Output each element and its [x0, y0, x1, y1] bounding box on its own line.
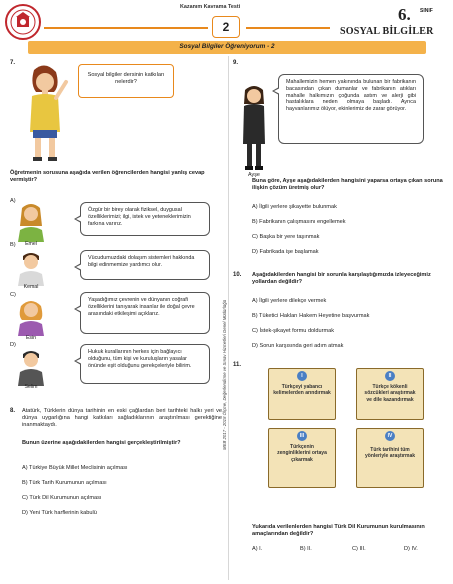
- q11-roman-1: I: [297, 371, 307, 381]
- teacher-figure: [20, 62, 70, 162]
- q7-option-c-letter[interactable]: C): [10, 292, 16, 298]
- q7-name-c: Esin: [25, 335, 37, 341]
- q9-speaker: Ayşe: [248, 172, 260, 178]
- q8-option-b[interactable]: B) Türk Tarih Kurumunun açılması: [22, 480, 107, 486]
- q11-scroll-1: [268, 368, 336, 420]
- q7-name-b: Kemal: [23, 284, 39, 290]
- q10-stem: Aşağıdakilerden hangisi bir sorunla karşılaştığımızda izleyeceğimiz yollardan değildir?: [252, 272, 431, 285]
- q11-scroll-1-text: Türkçeyi yabancı kelimelerden arındırmak: [273, 384, 331, 397]
- q7-option-c-bubble[interactable]: Yaşadığımız çevrenin ve dünyanın coğrafi özelliklerini tanıyarak insanlar ile doğal çevre arasındaki etkileşimi açıklarız.: [80, 292, 210, 334]
- q11-scroll-2: [356, 368, 424, 420]
- q7-teacher-bubble: Sosyal bilgiler dersinin katkıları nelerdir?: [78, 64, 174, 98]
- q8-intro: Atatürk, Türklerin dünya tarihinin en eski çağlardan beri tarihteki halkı yeri ve dünya uygarlığına hangi katkıları sağladıklarının araştırılması gerektiğine inanmaktaydı.: [22, 408, 222, 428]
- q8-stem: Bunun üzerine aşağıdakilerden hangisi gerçekleştirilmiştir?: [22, 440, 181, 446]
- subject-title: SOSYAL BİLGİLER: [340, 26, 434, 37]
- grade-number: 6.: [398, 5, 411, 24]
- esin-avatar: [16, 296, 46, 336]
- q10-option-b[interactable]: B) Tüketici Hakları Hakem Heyetine başvurmak: [252, 313, 370, 319]
- q8-option-c[interactable]: C) Türk Dil Kurumunun açılması: [22, 495, 102, 501]
- q8-option-a[interactable]: A) Türkiye Büyük Millet Meclisinin açılması: [22, 465, 128, 471]
- q11-roman-3: III: [297, 431, 307, 441]
- test-number: 2: [222, 20, 230, 34]
- q11-option-c[interactable]: C) III.: [352, 546, 366, 552]
- q7-option-b-bubble[interactable]: Vücudumuzdaki dolaşım sistemleri hakkında bilgi edinmemize yardımcı olur.: [80, 250, 210, 280]
- q9-option-d[interactable]: D) Fabrikada işe başlamak: [252, 249, 319, 255]
- q7-stem: Öğretmenin sorusuna aşağıda verilen öğrencilerden hangisi yanlış cevap vermiştir?: [10, 170, 205, 183]
- q11-scroll-4-text: Türk tarihini tüm yönleriyle araştırmak: [364, 447, 416, 460]
- q11-scroll-3-text: Türkçenin zenginliklerini ortaya çıkarmak: [277, 444, 327, 463]
- meb-logo: [4, 3, 42, 41]
- q11-option-b[interactable]: B) II.: [300, 546, 312, 552]
- q10-number: 10.: [233, 272, 242, 278]
- side-note: MEB 2017 - 2018 Ölçme, Değerlendirme ve Sınav Hizmetleri Genel Müdürlüğü: [222, 300, 227, 450]
- test-label: Kazanım Kavrama Testi: [180, 4, 241, 10]
- q7-option-a-bubble[interactable]: Özgür bir birey olarak fiziksel, duygusal özelliklerimizi; ilgi, istek ve yeteneklerimizin farkına varırız.: [80, 202, 210, 236]
- q10-option-c[interactable]: C) İstek-şikayet formu doldurmak: [252, 328, 335, 334]
- q11-scroll-3: [268, 428, 336, 488]
- q9-option-a[interactable]: A) İlgili yerlere şikayette bulunmak: [252, 204, 337, 210]
- q7-option-d-letter[interactable]: D): [10, 342, 16, 348]
- q11-option-a[interactable]: A) I.: [252, 546, 263, 552]
- q7-option-d-bubble[interactable]: Hukuk kurallarının herkes için bağlayıcı olduğunu, tüm kişi ve kuruluşların yasalar önünde eşit olduğunu gerekçeleriyle bilirim.: [80, 344, 210, 384]
- header-rule-right: [246, 27, 330, 29]
- q11-roman-2: II: [385, 371, 395, 381]
- q7-option-b-letter[interactable]: B): [10, 242, 16, 248]
- header-rule-left: [44, 27, 208, 29]
- grade-word: SINIF: [420, 8, 433, 14]
- q7-number: 7.: [10, 60, 16, 66]
- q11-roman-4: IV: [385, 431, 395, 441]
- q9-number: 9.: [233, 60, 239, 66]
- q9-stem: Buna göre, Ayşe aşağıdakilerden hangisini yaparsa ortaya çıkan soruna ilişkin çözüm üretmiş olur?: [252, 178, 443, 191]
- emel-avatar: [16, 200, 46, 242]
- q11-option-d[interactable]: D) IV.: [404, 546, 418, 552]
- q11-scroll-4: [356, 428, 424, 488]
- q11-stem: Yukarıda verilenlerden hangisi Türk Dil Kurumunun kurulmasının amaçlarından değildir?: [252, 524, 425, 537]
- ayse-figure: [240, 82, 268, 172]
- q9-option-b[interactable]: B) Fabrikanın çalışmasını engellemek: [252, 219, 346, 225]
- q7-name-a: Emel: [25, 241, 37, 247]
- q8-option-d[interactable]: D) Yeni Türk harflerinin kabulü: [22, 510, 97, 516]
- q7-option-a-letter[interactable]: A): [10, 198, 16, 204]
- q10-option-a[interactable]: A) İlgili yerlere dilekçe vermek: [252, 298, 327, 304]
- selim-avatar: [16, 346, 46, 386]
- q11-number: 11.: [233, 362, 242, 368]
- unit-title: Sosyal Bilgiler Öğreniyorum - 2: [179, 43, 275, 50]
- q8-number: 8.: [10, 408, 16, 414]
- q11-scroll-2-text: Türkçe kökenli sözcükleri araştırmak ve dile kazandırmak: [364, 384, 416, 403]
- q9-bubble: Mahallemizin hemen yakınında bulunan bir fabrikanın bacasından çıkan dumanlar ve fabrikanın atıkları mahalle halkımızın çoğunda astım ve alerji gibi hastalıklara neden olmaya başladı. Ayrıca hayvanlarımız ölüyor, ekinlerimiz de zarar görüyor.: [278, 74, 424, 144]
- kemal-avatar: [16, 248, 46, 286]
- q10-option-d[interactable]: D) Sorun karşısında geri adım atmak: [252, 343, 344, 349]
- q9-option-c[interactable]: C) Başka bir yere taşınmak: [252, 234, 320, 240]
- q7-name-d: Selim: [24, 384, 38, 390]
